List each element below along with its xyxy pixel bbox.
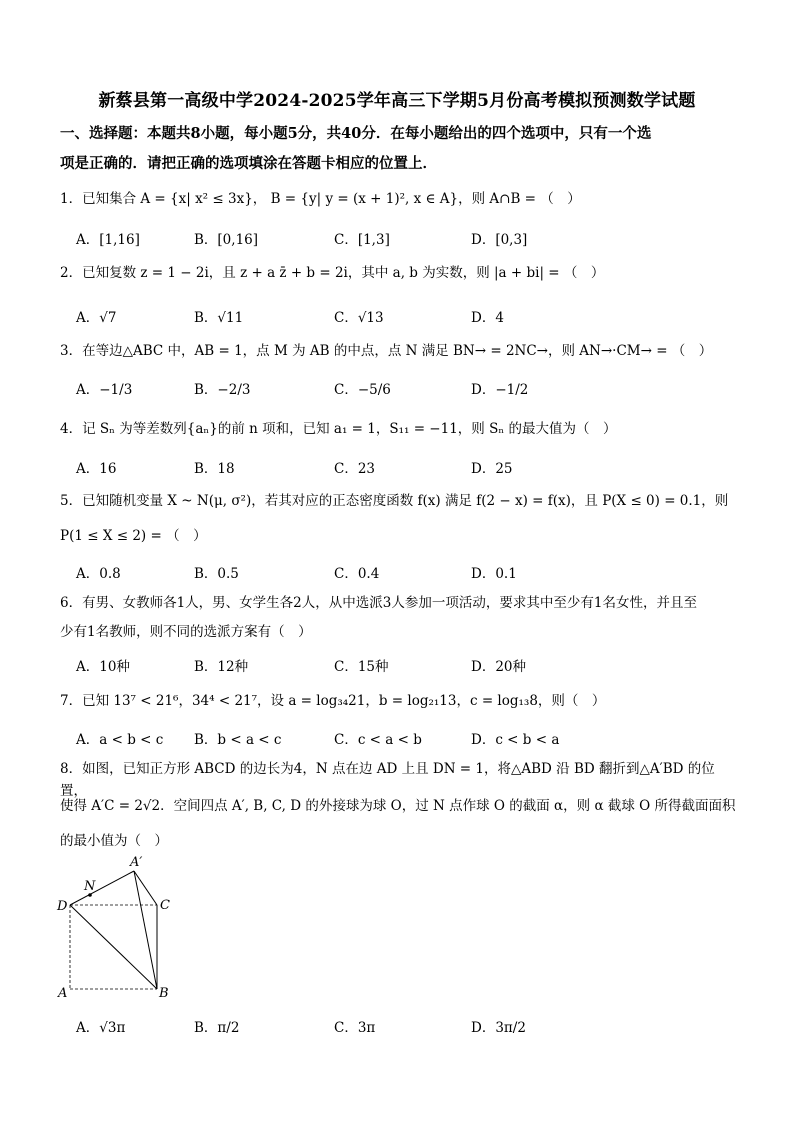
- page-title: 新蔡县第一高级中学2024-2025学年高三下学期5月份高考模拟预测数学试题: [98, 91, 696, 111]
- question-4-options: [76, 457, 736, 481]
- edge-DB: [70, 905, 157, 989]
- q1-option-c: C．[1,3]: [334, 232, 390, 248]
- q8-option-a: A．√3π: [76, 1020, 126, 1036]
- q2-option-a: A．√7: [76, 310, 117, 326]
- q6-option-a: A．10种: [76, 659, 130, 675]
- q5-option-b: B．0.5: [194, 566, 239, 582]
- q4-option-c: C．23: [334, 461, 376, 477]
- q5-option-a: A．0.8: [76, 566, 121, 582]
- q1-option-b: B．[0,16]: [194, 232, 259, 248]
- question-2-options: [76, 306, 736, 330]
- question-8-line1: 8．如图，已知正方形 ABCD 的边长为4，N 点在边 AD 上且 DN = 1，将△ABD 沿 BD 翻折到△A′BD 的位置，: [60, 761, 715, 799]
- q8-option-b: B．π/2: [194, 1020, 240, 1036]
- question-1-options: [76, 228, 736, 252]
- label-A-prime: A′: [130, 855, 143, 870]
- question-5-line1: 5．已知随机变量 X ~ N(μ, σ²)，若其对应的正态密度函数 f(x) 满足 f(2 − x) = f(x)，且 P(X ≤ 0) = 0.1，则: [60, 493, 729, 509]
- q8-option-c: C．3π: [334, 1020, 376, 1036]
- q3-option-c: C．−5/6: [334, 382, 391, 398]
- edge-DA1: [70, 871, 134, 905]
- q8-option-d: D．3π/2: [471, 1020, 526, 1036]
- question-7-options: [76, 728, 736, 752]
- q7-option-b: B．b < a < c: [194, 732, 282, 748]
- q7-option-d: D．c < b < a: [471, 732, 560, 748]
- q3-option-d: D．−1/2: [471, 382, 529, 398]
- question-8-line3: 的最小值为（ ）: [60, 833, 168, 849]
- q4-option-a: A．16: [76, 461, 117, 477]
- question-6-line2: 少有1名教师，则不同的选派方案有（ ）: [60, 624, 312, 640]
- label-D: D: [57, 899, 68, 914]
- q4-option-d: D．25: [471, 461, 513, 477]
- question-3-options: [76, 378, 736, 402]
- question-4: 4．记 Sₙ 为等差数列{aₙ}的前 n 项和，已知 a₁ = 1，S₁₁ = −11，则 Sₙ 的最大值为（ ）: [60, 421, 617, 437]
- question-8-options: [76, 1016, 736, 1040]
- q1-option-d: D．[0,3]: [471, 232, 528, 248]
- label-N: N: [84, 879, 96, 894]
- q5-option-d: D．0.1: [471, 566, 517, 582]
- question-6-line1: 6．有男、女教师各1人，男、女学生各2人，从中选派3人参加一项活动，要求其中至少有1名女性，并且至: [60, 595, 697, 611]
- question-6-options: [76, 655, 736, 679]
- q7-option-a: A．a < b < c: [76, 732, 164, 748]
- q4-option-b: B．18: [194, 461, 235, 477]
- q3-option-b: B．−2/3: [194, 382, 251, 398]
- question-5-line2: P(1 ≤ X ≤ 2) = （ ）: [60, 528, 207, 544]
- q6-option-c: C．15种: [334, 659, 389, 675]
- question-8-line2: 使得 A′C = 2√2．空间四点 A′, B, C, D 的外接球为球 O，过 N 点作球 O 的截面 α，则 α 截球 O 所得截面面积: [60, 798, 736, 814]
- label-A: A: [58, 986, 68, 1000]
- question-1: 1．已知集合 A = {x| x² ≤ 3x}， B = {y| y = (x + 1)², x ∈ A}，则 A∩B = （ ）: [60, 191, 581, 207]
- question-5-options: [76, 562, 736, 586]
- q5-option-c: C．0.4: [334, 566, 380, 582]
- q2-option-d: D．4: [471, 310, 504, 326]
- q1-option-a: A．[1,16]: [76, 232, 140, 248]
- folded-square-figure: [56, 855, 186, 1000]
- q3-option-a: A．−1/3: [76, 382, 133, 398]
- label-B: B: [159, 986, 169, 1000]
- label-C: C: [160, 898, 170, 913]
- q2-option-b: B．√11: [194, 310, 244, 326]
- q2-option-c: C．√13: [334, 310, 384, 326]
- q7-option-c: C．c < a < b: [334, 732, 422, 748]
- question-3: 3．在等边△ABC 中，AB = 1，点 M 为 AB 的中点，点 N 满足 BN→ = 2NC→，则 AN→·CM→ = （ ）: [60, 343, 713, 359]
- q6-option-b: B．12种: [194, 659, 249, 675]
- q6-option-d: D．20种: [471, 659, 527, 675]
- section-heading-line1: 一、选择题：本题共8小题，每小题5分，共40分．在每小题给出的四个选项中，只有一个选: [60, 125, 652, 142]
- question-2: 2．已知复数 z = 1 − 2i，且 z + a z̄ + b = 2i，其中 a, b 为实数，则 |a + bi| = （ ）: [60, 265, 605, 281]
- question-7: 7．已知 13⁷ < 21⁶，34⁴ < 21⁷，设 a = log₃₄21，b = log₂₁13，c = log₁₃8，则（ ）: [60, 693, 606, 709]
- section-heading-line2: 项是正确的．请把正确的选项填涂在答题卡相应的位置上．: [60, 155, 437, 172]
